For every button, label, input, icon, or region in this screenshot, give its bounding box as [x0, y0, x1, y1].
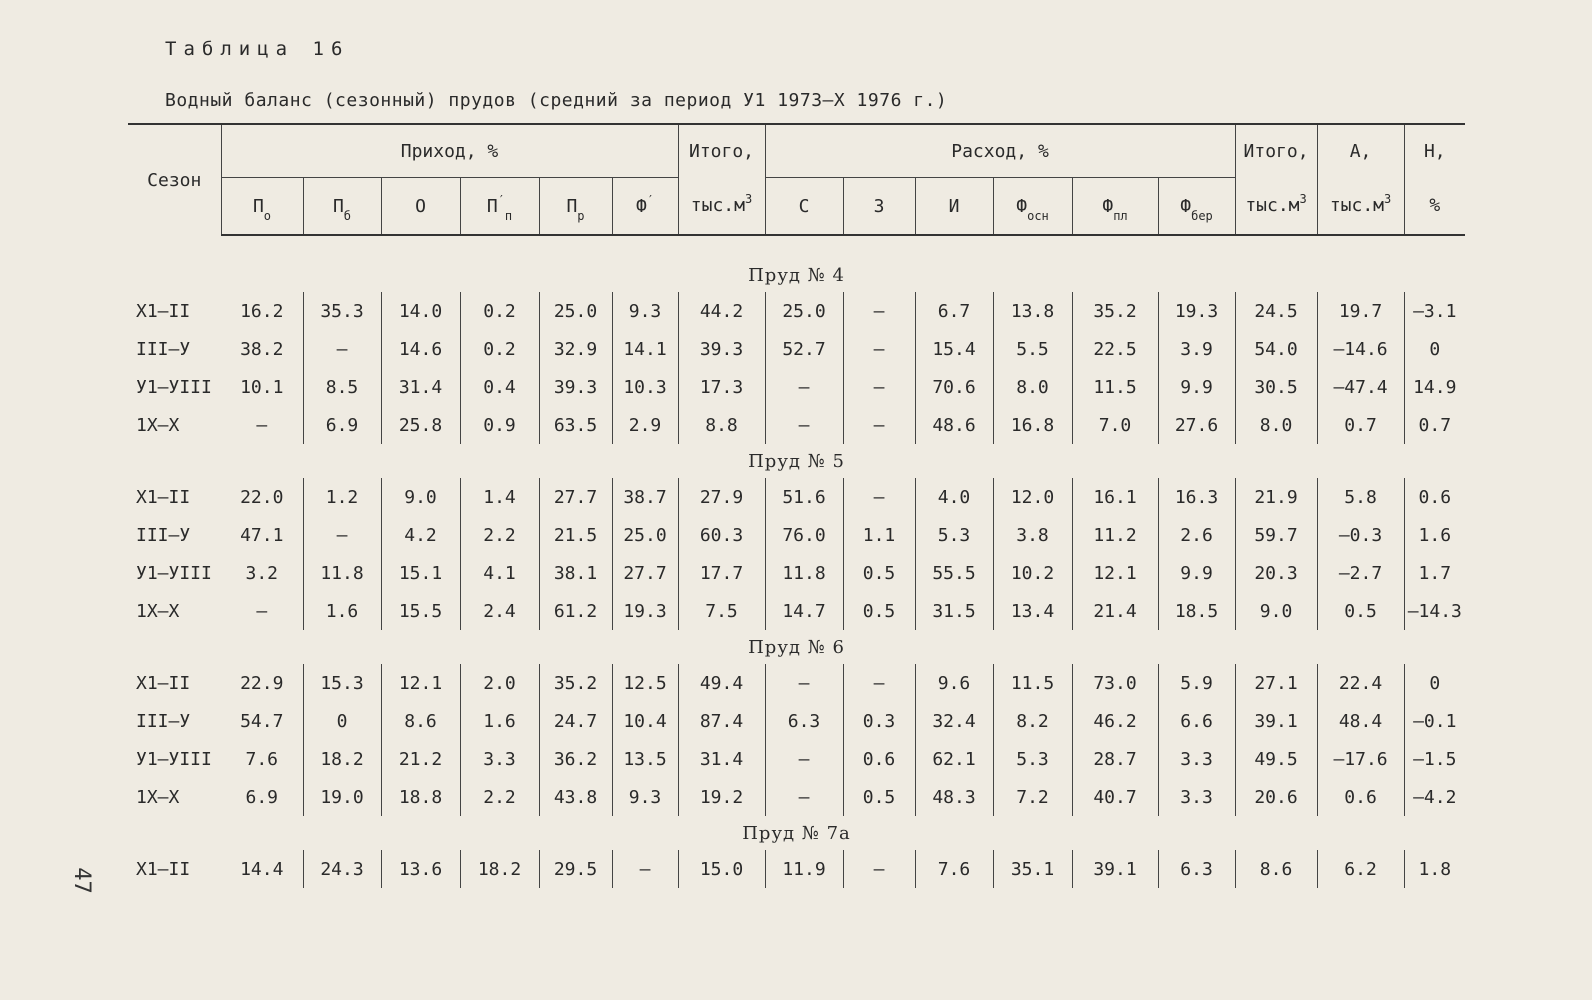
value-cell: 16.3 [1158, 478, 1235, 516]
value-cell: 48.3 [915, 778, 993, 816]
value-cell: 9.9 [1158, 368, 1235, 406]
value-cell: 31.4 [678, 740, 765, 778]
value-cell: 3.3 [1158, 778, 1235, 816]
value-cell: 7.5 [678, 592, 765, 630]
value-cell: 7.6 [915, 850, 993, 888]
value-cell: 40.7 [1072, 778, 1158, 816]
value-cell: 8.5 [303, 368, 381, 406]
value-cell: 17.7 [678, 554, 765, 592]
value-cell: 0.5 [1317, 592, 1404, 630]
value-cell: – [765, 368, 843, 406]
value-cell: 10.4 [612, 702, 678, 740]
value-cell: 20.6 [1235, 778, 1317, 816]
value-cell: 15.1 [381, 554, 460, 592]
value-cell: 16.8 [993, 406, 1072, 444]
value-cell: 87.4 [678, 702, 765, 740]
value-cell: 2.2 [460, 516, 539, 554]
water-balance-table [128, 123, 1465, 888]
value-cell: – [843, 368, 915, 406]
value-cell: 6.9 [245, 786, 278, 808]
value-cell: 2.2 [460, 778, 539, 816]
value-cell: 0 [1404, 330, 1465, 368]
value-cell: 30.5 [1235, 368, 1317, 406]
value-cell: 13.5 [612, 740, 678, 778]
value-cell: –2.7 [1317, 554, 1404, 592]
value-cell: 24.3 [303, 850, 381, 888]
col-p-p: $П'_п$ [460, 178, 539, 236]
value-cell: 6.3 [765, 702, 843, 740]
value-cell: 49.5 [1235, 740, 1317, 778]
value-cell: 1.6 [460, 702, 539, 740]
value-cell: 2.6 [1158, 516, 1235, 554]
table-row [128, 702, 1465, 740]
value-cell: 8.0 [1235, 406, 1317, 444]
value-cell: – [843, 478, 915, 516]
value-cell: 15.3 [303, 664, 381, 702]
col-s: С [765, 178, 843, 236]
season-cell: У1–УIII [136, 376, 212, 398]
value-cell: 5.5 [993, 330, 1072, 368]
value-cell: 29.5 [539, 850, 612, 888]
value-cell: –3.1 [1404, 292, 1465, 330]
value-cell: 4.0 [915, 478, 993, 516]
value-cell: 0.9 [460, 406, 539, 444]
value-cell: 25.0 [612, 516, 678, 554]
table-title: Водный баланс (сезонный) прудов (средний за период У1 1973–Х 1976 г.) [165, 90, 948, 111]
value-cell: 35.2 [1072, 292, 1158, 330]
value-cell: 19.7 [1317, 292, 1404, 330]
expense-header: Расход, % [765, 124, 1235, 178]
section-title: Пруд № 7а [742, 822, 851, 844]
value-cell: 0.5 [843, 592, 915, 630]
season-cell: 1Х–Х [136, 600, 180, 622]
value-cell: 13.8 [993, 292, 1072, 330]
value-cell: –1.5 [1404, 740, 1465, 778]
value-cell: 4.1 [460, 554, 539, 592]
value-cell: 11.2 [1072, 516, 1158, 554]
table-row [128, 664, 1465, 702]
table-row [128, 368, 1465, 406]
value-cell: – [843, 292, 915, 330]
value-cell: 15.0 [678, 850, 765, 888]
value-cell: – [256, 600, 268, 622]
value-cell: 7.6 [245, 748, 278, 770]
value-cell: 31.5 [915, 592, 993, 630]
value-cell: 22.0 [240, 486, 284, 508]
value-cell: –47.4 [1317, 368, 1404, 406]
value-cell: – [612, 850, 678, 888]
value-cell: 17.3 [678, 368, 765, 406]
value-cell: 9.9 [1158, 554, 1235, 592]
value-cell: 27.6 [1158, 406, 1235, 444]
table-row [128, 292, 1465, 330]
value-cell: 39.3 [539, 368, 612, 406]
value-cell: – [303, 516, 381, 554]
value-cell: 27.7 [612, 554, 678, 592]
value-cell: 11.8 [303, 554, 381, 592]
season-cell: III–У [136, 524, 191, 546]
value-cell: 3.3 [1158, 740, 1235, 778]
value-cell: 6.7 [915, 292, 993, 330]
section-title: Пруд № 6 [748, 636, 845, 658]
value-cell: 52.7 [765, 330, 843, 368]
col-o: О [381, 178, 460, 236]
value-cell: 35.1 [993, 850, 1072, 888]
value-cell: 18.2 [460, 850, 539, 888]
value-cell: 47.1 [240, 524, 284, 546]
value-cell: 48.6 [915, 406, 993, 444]
value-cell: –4.2 [1404, 778, 1465, 816]
value-cell: 1.8 [1404, 850, 1465, 888]
value-cell: 5.3 [915, 516, 993, 554]
value-cell: 10.1 [240, 376, 284, 398]
value-cell: –0.3 [1317, 516, 1404, 554]
value-cell: 19.2 [678, 778, 765, 816]
value-cell: 12.0 [993, 478, 1072, 516]
col-f-osn: $Ф_{осн}$ [993, 178, 1072, 236]
value-cell: 0.7 [1317, 406, 1404, 444]
season-cell: III–У [136, 338, 191, 360]
value-cell: 2.9 [612, 406, 678, 444]
value-cell: 3.2 [245, 562, 278, 584]
season-cell: 1Х–Х [136, 786, 180, 808]
value-cell: 11.5 [993, 664, 1072, 702]
value-cell: 55.5 [915, 554, 993, 592]
value-cell: 21.5 [539, 516, 612, 554]
table-row [128, 330, 1465, 368]
value-cell: 39.1 [1072, 850, 1158, 888]
value-cell: 11.5 [1072, 368, 1158, 406]
value-cell: – [765, 740, 843, 778]
value-cell: 38.2 [240, 338, 284, 360]
value-cell: 21.9 [1235, 478, 1317, 516]
value-cell: 7.0 [1072, 406, 1158, 444]
value-cell: 1.4 [460, 478, 539, 516]
page-number: 47 [68, 867, 94, 894]
col-f-prime: Ф′ [612, 178, 678, 236]
value-cell: 0.2 [460, 330, 539, 368]
value-cell: 12.1 [381, 664, 460, 702]
season-header: Сезон [128, 124, 221, 235]
value-cell: 39.3 [678, 330, 765, 368]
value-cell: 15.5 [381, 592, 460, 630]
value-cell: 59.7 [1235, 516, 1317, 554]
value-cell: 1.6 [303, 592, 381, 630]
value-cell: 15.4 [915, 330, 993, 368]
value-cell: 46.2 [1072, 702, 1158, 740]
value-cell: 36.2 [539, 740, 612, 778]
value-cell: 43.8 [539, 778, 612, 816]
table-row [128, 740, 1465, 778]
value-cell: 35.2 [539, 664, 612, 702]
total-expense-header: Итого, [1235, 124, 1317, 178]
value-cell: 60.3 [678, 516, 765, 554]
col-f-pl: $Ф_{пл}$ [1072, 178, 1158, 236]
value-cell: 0.6 [1404, 478, 1465, 516]
value-cell: 0.6 [843, 740, 915, 778]
value-cell: 12.5 [612, 664, 678, 702]
value-cell: 1.1 [843, 516, 915, 554]
value-cell: –14.6 [1317, 330, 1404, 368]
value-cell: 0.3 [843, 702, 915, 740]
total-income-unit: $тыс.м^3$ [678, 178, 765, 236]
value-cell: 0.5 [843, 554, 915, 592]
value-cell: 3.3 [460, 740, 539, 778]
value-cell: 14.7 [765, 592, 843, 630]
season-cell: У1–УIII [136, 748, 212, 770]
value-cell: 48.4 [1317, 702, 1404, 740]
value-cell: 11.8 [765, 554, 843, 592]
value-cell: 8.6 [1235, 850, 1317, 888]
value-cell: 63.5 [539, 406, 612, 444]
value-cell: 6.2 [1317, 850, 1404, 888]
value-cell: 5.9 [1158, 664, 1235, 702]
value-cell: 49.4 [678, 664, 765, 702]
value-cell: – [843, 664, 915, 702]
value-cell: 18.5 [1158, 592, 1235, 630]
value-cell: 9.0 [381, 478, 460, 516]
value-cell: 5.8 [1317, 478, 1404, 516]
table-row [128, 516, 1465, 554]
value-cell: 0.5 [843, 778, 915, 816]
col-f-ber: $Ф_{бер}$ [1158, 178, 1235, 236]
value-cell: 8.0 [993, 368, 1072, 406]
value-cell: 2.4 [460, 592, 539, 630]
value-cell: 76.0 [765, 516, 843, 554]
value-cell: 21.2 [381, 740, 460, 778]
value-cell: 14.0 [381, 292, 460, 330]
value-cell: 54.0 [1235, 330, 1317, 368]
value-cell: 31.4 [381, 368, 460, 406]
value-cell: 0.6 [1317, 778, 1404, 816]
value-cell: 9.0 [1235, 592, 1317, 630]
total-income-header: Итого, [678, 124, 765, 178]
value-cell: 20.3 [1235, 554, 1317, 592]
value-cell: 19.3 [1158, 292, 1235, 330]
value-cell: 25.8 [381, 406, 460, 444]
a-unit: $тыс.м^3$ [1317, 178, 1404, 236]
value-cell: 38.1 [539, 554, 612, 592]
table-row [128, 478, 1465, 516]
value-cell: 19.0 [303, 778, 381, 816]
value-cell: 25.0 [539, 292, 612, 330]
h-header: Н, [1404, 124, 1465, 178]
value-cell: 27.9 [678, 478, 765, 516]
value-cell: 1.2 [303, 478, 381, 516]
value-cell: 7.2 [993, 778, 1072, 816]
season-cell: Х1–II [136, 672, 191, 694]
value-cell: 0.7 [1404, 406, 1465, 444]
table-row [128, 850, 1465, 888]
value-cell: 9.6 [915, 664, 993, 702]
value-cell: – [765, 406, 843, 444]
value-cell: 70.6 [915, 368, 993, 406]
value-cell: 1.7 [1404, 554, 1465, 592]
value-cell: 19.3 [612, 592, 678, 630]
value-cell: 14.4 [240, 858, 284, 880]
a-header: А, [1317, 124, 1404, 178]
value-cell: 22.5 [1072, 330, 1158, 368]
value-cell: – [765, 664, 843, 702]
value-cell: 18.2 [303, 740, 381, 778]
table-row [128, 592, 1465, 630]
value-cell: 35.3 [303, 292, 381, 330]
value-cell: – [843, 850, 915, 888]
value-cell: 11.9 [765, 850, 843, 888]
season-cell: У1–УIII [136, 562, 212, 584]
season-cell: Х1–II [136, 300, 191, 322]
value-cell: 18.8 [381, 778, 460, 816]
value-cell: 14.9 [1404, 368, 1465, 406]
value-cell: 0.2 [460, 292, 539, 330]
value-cell: 27.7 [539, 478, 612, 516]
value-cell: 3.9 [1158, 330, 1235, 368]
value-cell: 16.2 [240, 300, 284, 322]
value-cell: 24.7 [539, 702, 612, 740]
value-cell: –17.6 [1317, 740, 1404, 778]
value-cell: 12.1 [1072, 554, 1158, 592]
value-cell: 5.3 [993, 740, 1072, 778]
table-row [128, 406, 1465, 444]
value-cell: 38.7 [612, 478, 678, 516]
season-cell: Х1–II [136, 858, 191, 880]
season-cell: III–У [136, 710, 191, 732]
value-cell: 3.8 [993, 516, 1072, 554]
value-cell: 0 [303, 702, 381, 740]
value-cell: 61.2 [539, 592, 612, 630]
value-cell: 21.4 [1072, 592, 1158, 630]
value-cell: 4.2 [381, 516, 460, 554]
value-cell: 44.2 [678, 292, 765, 330]
value-cell: 2.0 [460, 664, 539, 702]
value-cell: 13.6 [381, 850, 460, 888]
section-title: Пруд № 5 [748, 450, 845, 472]
value-cell: 6.3 [1158, 850, 1235, 888]
value-cell: 16.1 [1072, 478, 1158, 516]
value-cell: – [256, 414, 268, 436]
value-cell: 9.3 [612, 778, 678, 816]
value-cell: 10.2 [993, 554, 1072, 592]
value-cell: 32.4 [915, 702, 993, 740]
value-cell: 9.3 [612, 292, 678, 330]
value-cell: 54.7 [240, 710, 284, 732]
value-cell: 0.4 [460, 368, 539, 406]
value-cell: 1.6 [1404, 516, 1465, 554]
value-cell: 8.8 [678, 406, 765, 444]
value-cell: – [843, 406, 915, 444]
value-cell: –0.1 [1404, 702, 1465, 740]
value-cell: –14.3 [1404, 592, 1465, 630]
value-cell: 51.6 [765, 478, 843, 516]
value-cell: 22.4 [1317, 664, 1404, 702]
value-cell: 6.9 [303, 406, 381, 444]
value-cell: 39.1 [1235, 702, 1317, 740]
table-row [128, 554, 1465, 592]
col-i: И [915, 178, 993, 236]
value-cell: 6.6 [1158, 702, 1235, 740]
col-p-b: $П_б$ [303, 178, 381, 236]
total-expense-unit: $тыс.м^3$ [1235, 178, 1317, 236]
value-cell: 73.0 [1072, 664, 1158, 702]
value-cell: 32.9 [539, 330, 612, 368]
col-z: З [843, 178, 915, 236]
value-cell: 24.5 [1235, 292, 1317, 330]
value-cell: 14.6 [381, 330, 460, 368]
value-cell: 0 [1404, 664, 1465, 702]
value-cell: – [843, 330, 915, 368]
value-cell: 13.4 [993, 592, 1072, 630]
value-cell: 8.6 [381, 702, 460, 740]
col-p-o: $П_о$ [221, 178, 303, 236]
value-cell: 28.7 [1072, 740, 1158, 778]
value-cell: 62.1 [915, 740, 993, 778]
income-header: Приход, % [221, 124, 678, 178]
value-cell: 10.3 [612, 368, 678, 406]
season-cell: Х1–II [136, 486, 191, 508]
section-title: Пруд № 4 [748, 264, 845, 286]
value-cell: 27.1 [1235, 664, 1317, 702]
value-cell: 8.2 [993, 702, 1072, 740]
table-caption: Таблица 16 [165, 38, 350, 60]
value-cell: – [765, 778, 843, 816]
col-p-r: $П_р$ [539, 178, 612, 236]
table-row [128, 778, 1465, 816]
value-cell: 14.1 [612, 330, 678, 368]
value-cell: 22.9 [240, 672, 284, 694]
value-cell: – [303, 330, 381, 368]
h-unit: % [1404, 178, 1465, 236]
value-cell: 25.0 [765, 292, 843, 330]
season-cell: 1Х–Х [136, 414, 180, 436]
table-body [128, 235, 1465, 888]
